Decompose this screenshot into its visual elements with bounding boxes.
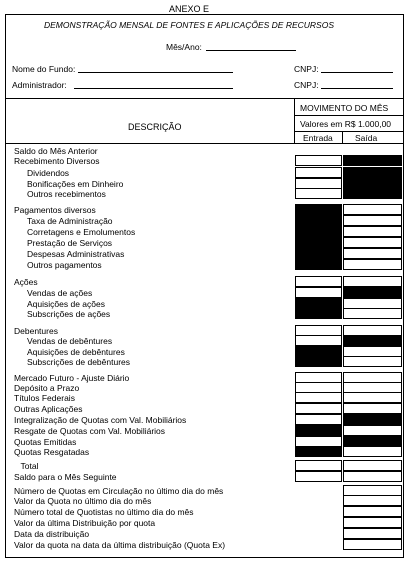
row-label: Pagamentos diversos [14,205,96,215]
movement-rule [294,115,404,116]
row-label: Número total de Quotistas no último dia do mês [14,507,194,517]
form-title: DEMONSTRAÇÃO MENSAL DE FONTES E APLICAÇÕES DE RECURSOS [44,20,335,30]
entrada-cell[interactable] [295,167,342,178]
saida-cell-blocked [343,188,402,199]
entrada-cell-blocked [295,356,342,367]
row-label: Total [20,461,39,471]
entrada-cell[interactable] [295,276,342,287]
row-label: Vendas de ações [27,288,93,298]
entrada-cell-blocked [295,248,342,259]
row-label: Títulos Federais [14,393,75,403]
saida-cell[interactable] [343,425,402,436]
month-year-field[interactable] [206,50,296,51]
cnpj-label-1: CNPJ: [294,64,319,74]
row-label: Dividendos [27,168,70,178]
row-label: Outros pagamentos [27,260,102,270]
saida-header: Saída [355,133,378,143]
entrada-cell-blocked [295,237,342,248]
row-label: Quotas Resgatadas [14,447,90,457]
saida-cell[interactable] [343,276,402,287]
saida-cell-blocked [343,335,402,346]
row-label: Corretagens e Emolumentos [27,227,136,237]
administrator-field[interactable] [74,88,233,89]
saida-cell[interactable] [343,471,402,482]
row-label: Debentures [14,326,58,336]
row-label: Saldo do Mês Anterior [14,146,98,156]
entrada-cell[interactable] [295,287,342,298]
row-label: Vendas de debêntures [27,336,113,346]
row-label: Data da distribuição [14,529,90,539]
saida-cell[interactable] [343,403,402,414]
row-label: Recebimento Diversos [14,156,100,166]
entrada-cell-blocked [295,308,342,319]
header-top-rule [5,98,404,99]
row-label: Quotas Emitidas [14,437,77,447]
saida-cell[interactable] [343,392,402,403]
entrada-cell-blocked [295,226,342,237]
saida-cell[interactable] [343,539,402,550]
row-label: Subscrições de debêntures [27,357,131,367]
row-label: Número de Quotas em Circulação no último dia do mês [14,486,224,496]
row-label: Subscrições de ações [27,309,111,319]
saida-cell[interactable] [343,356,402,367]
entrada-cell[interactable] [295,335,342,346]
saida-cell[interactable] [343,517,402,528]
entrada-saida-divider [342,131,343,143]
values-rule [294,131,404,132]
row-label: Bonificações em Dinheiro [27,179,124,189]
entrada-cell[interactable] [295,392,342,403]
month-year-label: Mês/Ano: [166,42,202,52]
movement-header: MOVIMENTO DO MÊS [300,103,389,113]
row-label: Integralização de Quotas com Val. Mobiliários [14,415,187,425]
saida-cell[interactable] [343,259,402,270]
administrator-label: Administrador: [12,80,67,90]
cnpj-field-2[interactable] [321,88,393,89]
fund-name-field[interactable] [78,72,233,73]
saida-cell-blocked [343,155,402,166]
entrada-cell[interactable] [295,403,342,414]
annex-label: ANEXO E [169,4,210,14]
cnpj-field-1[interactable] [321,72,393,73]
entrada-cell[interactable] [295,460,342,471]
row-label: Depósito a Prazo [14,383,80,393]
row-label: Resgate de Quotas com Val. Mobiliários [14,426,166,436]
saida-cell[interactable] [343,226,402,237]
row-label: Outras Aplicações [14,404,83,414]
row-label: Valor da Quota no último dia do mês [14,496,152,506]
saida-cell[interactable] [343,495,402,506]
entrada-cell-blocked [295,425,342,436]
entrada-cell[interactable] [295,471,342,482]
saida-cell-blocked [343,287,402,298]
cnpj-label-2: CNPJ: [294,80,319,90]
saida-cell[interactable] [343,528,402,539]
header-bottom-rule [5,143,404,144]
saida-cell[interactable] [343,446,402,457]
header-divider [294,98,295,143]
row-label: Saldo para o Mês Seguinte [14,472,117,482]
saida-cell[interactable] [343,215,402,226]
saida-cell-blocked [343,414,402,425]
row-label: Aquisições de ações [27,299,105,309]
entrada-cell[interactable] [295,414,342,425]
saida-cell[interactable] [343,248,402,259]
row-label: Ações [14,277,38,287]
row-label: Mercado Futuro - Ajuste Diário [14,373,130,383]
row-label: Despesas Administrativas [27,249,125,259]
row-label: Outros recebimentos [27,189,106,199]
entrada-cell-blocked [295,215,342,226]
saida-cell[interactable] [343,237,402,248]
row-label: Valor da última Distribuição por quota [14,518,156,528]
row-label: Prestação de Serviços [27,238,113,248]
entrada-cell[interactable] [295,155,342,166]
saida-cell-blocked [343,167,402,178]
description-header: DESCRIÇÃO [128,122,182,132]
saida-cell[interactable] [343,506,402,517]
saida-cell[interactable] [343,308,402,319]
values-unit-header: Valores em R$ 1.000,00 [300,119,392,129]
entrada-cell[interactable] [295,188,342,199]
entrada-header: Entrada [303,133,333,143]
fund-name-label: Nome do Fundo: [12,64,76,74]
saida-cell[interactable] [343,460,402,471]
entrada-cell-blocked [295,204,342,215]
row-label: Aquisições de debêntures [27,347,125,357]
row-label: Taxa de Administração [27,216,113,226]
saida-cell[interactable] [343,204,402,215]
row-label: Valor da quota na data da última distribuição (Quota Ex) [14,540,226,550]
entrada-cell-blocked [295,259,342,270]
entrada-cell-blocked [295,446,342,457]
